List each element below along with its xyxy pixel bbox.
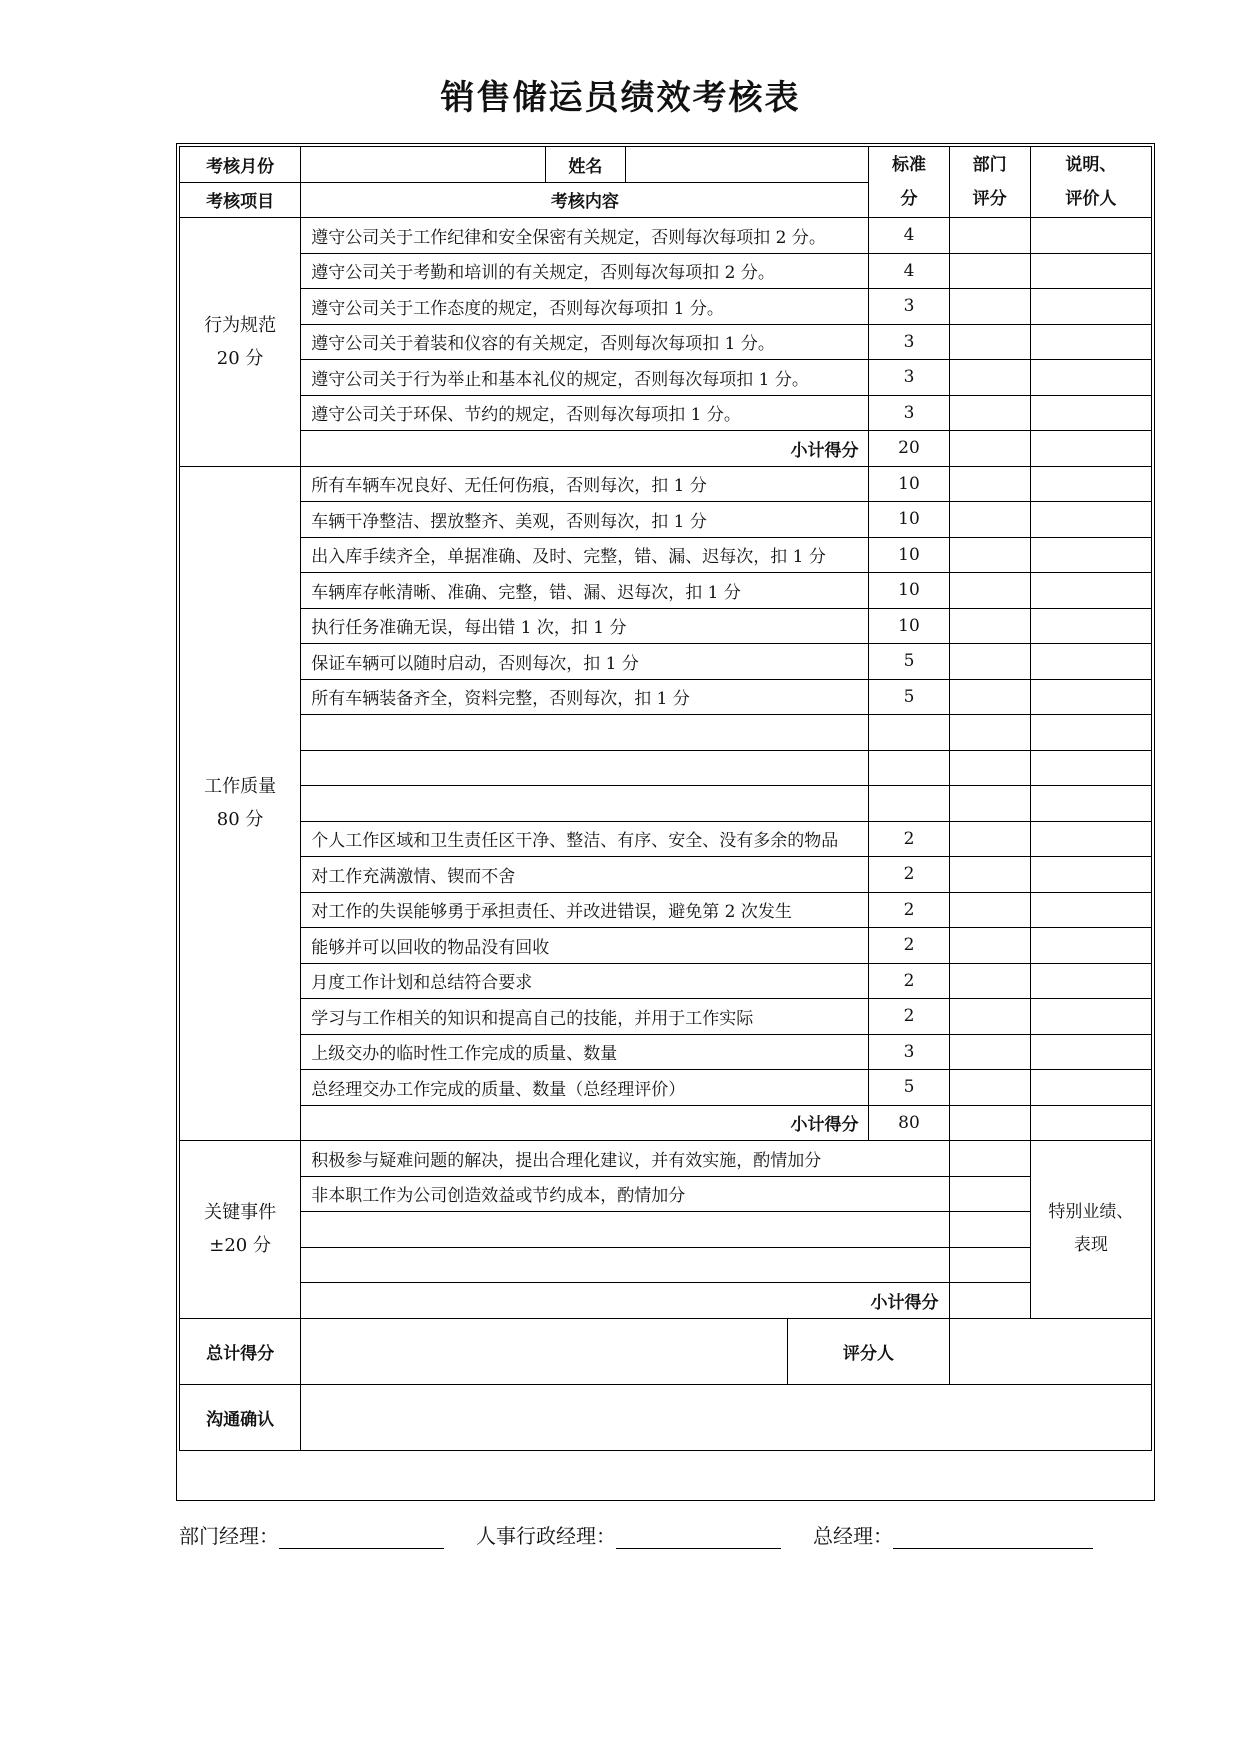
standard-score: 4 [869, 253, 949, 289]
content-label: 考核内容 [301, 182, 869, 218]
criteria-text: 车辆干净整洁、摆放整齐、美观，否则每次，扣 1 分 [301, 502, 869, 538]
standard-score: 2 [869, 999, 949, 1035]
std-score-header [869, 147, 949, 218]
key-event-text [301, 1212, 949, 1248]
behavior-category [180, 218, 301, 467]
page-title: 销售储运员绩效考核表 [440, 78, 801, 118]
note-cell[interactable] [1030, 750, 1151, 786]
appraisal-table [179, 146, 1152, 1451]
standard-score: 5 [869, 1070, 949, 1106]
dept-score-cell[interactable] [949, 644, 1030, 680]
note-cell[interactable] [1030, 644, 1151, 680]
dept-score-cell[interactable] [949, 821, 1030, 857]
key-event-score-cell[interactable] [949, 1247, 1030, 1283]
quality-category [180, 466, 301, 1141]
note-cell[interactable] [1030, 573, 1151, 609]
standard-score: 2 [869, 821, 949, 857]
note-cell[interactable] [1030, 892, 1151, 928]
key_events-category-name: 关键事件 [204, 1202, 277, 1224]
total-score-label: 总计得分 [180, 1318, 301, 1384]
key-event-score-cell[interactable] [949, 1141, 1030, 1177]
dept-score-cell[interactable] [949, 715, 1030, 751]
hr-manager-signature-line[interactable] [616, 1526, 781, 1549]
standard-score: 10 [869, 466, 949, 502]
note-cell[interactable] [1030, 395, 1151, 431]
confirm-label: 沟通确认 [180, 1384, 301, 1450]
dept-score-cell[interactable] [949, 786, 1030, 822]
note-cell[interactable] [1030, 324, 1151, 360]
criteria-text: 遵守公司关于着装和仪容的有关规定，否则每次每项扣 1 分。 [301, 324, 869, 360]
dept-score-cell[interactable] [949, 395, 1030, 431]
note-cell[interactable] [1030, 857, 1151, 893]
general-manager-label: 总经理： [813, 1524, 893, 1548]
standard-score: 3 [869, 395, 949, 431]
item-label: 考核项目 [180, 182, 301, 218]
dept-score-cell[interactable] [949, 289, 1030, 325]
criteria-text: 上级交办的临时性工作完成的质量、数量 [301, 1034, 869, 1070]
dept-score-cell[interactable] [949, 999, 1030, 1035]
criteria-text: 月度工作计划和总结符合要求 [301, 963, 869, 999]
note-cell[interactable] [1030, 821, 1151, 857]
quality-category-name: 工作质量 [204, 776, 277, 798]
note-cell[interactable] [1030, 466, 1151, 502]
hr-manager-label: 人事行政经理： [476, 1524, 616, 1548]
special-performance-note-1: 特别业绩、 [1048, 1202, 1134, 1223]
dept-score-header-2: 评分 [972, 189, 1007, 209]
note-cell[interactable] [1030, 608, 1151, 644]
dept-score-cell[interactable] [949, 466, 1030, 502]
behavior-category-name: 行为规范 [204, 314, 277, 336]
note-cell[interactable] [1030, 360, 1151, 396]
note-cell[interactable] [1030, 786, 1151, 822]
criteria-text [301, 750, 869, 786]
criteria-text: 遵守公司关于工作纪律和安全保密有关规定，否则每次每项扣 2 分。 [301, 218, 869, 254]
key-event-text: 非本职工作为公司创造效益或节约成本，酌情加分 [301, 1176, 949, 1212]
standard-score: 10 [869, 573, 949, 609]
note-cell[interactable] [1030, 928, 1151, 964]
dept-score-cell[interactable] [949, 750, 1030, 786]
standard-score: 2 [869, 963, 949, 999]
dept-score-cell[interactable] [949, 253, 1030, 289]
dept-score-cell[interactable] [949, 608, 1030, 644]
dept-score-cell[interactable] [949, 1034, 1030, 1070]
dept-score-header-1: 部门 [972, 155, 1007, 175]
dept-score-cell[interactable] [949, 573, 1030, 609]
standard-score: 10 [869, 608, 949, 644]
criteria-text: 保证车辆可以随时启动，否则每次，扣 1 分 [301, 644, 869, 680]
dept-score-cell[interactable] [949, 537, 1030, 573]
subtotal-label: 小计得分 [301, 431, 869, 467]
criteria-text: 能够并可以回收的物品没有回收 [301, 928, 869, 964]
subtotal-dept-score[interactable] [949, 431, 1030, 467]
criteria-text: 车辆库存帐清晰、准确、完整，错、漏、迟每次，扣 1 分 [301, 573, 869, 609]
key-event-score-cell[interactable] [949, 1212, 1030, 1248]
note-cell[interactable] [1030, 218, 1151, 254]
standard-score: 10 [869, 537, 949, 573]
criteria-text: 所有车辆装备齐全，资料完整，否则每次，扣 1 分 [301, 679, 869, 715]
rater-field[interactable] [949, 1318, 1151, 1384]
criteria-text: 出入库手续齐全，单据准确、及时、完整，错、漏、迟每次，扣 1 分 [301, 537, 869, 573]
behavior-category-points: 20 分 [216, 347, 264, 369]
subtotal-note[interactable] [1030, 1105, 1151, 1141]
note-cell[interactable] [1030, 963, 1151, 999]
month-field[interactable] [301, 147, 546, 183]
dept-score-cell[interactable] [949, 892, 1030, 928]
signature-footer [179, 1520, 1152, 1549]
quality-category-points: 80 分 [216, 809, 264, 831]
key-event-text: 积极参与疑难问题的解决，提出合理化建议，并有效实施，酌情加分 [301, 1141, 949, 1177]
dept-score-cell[interactable] [949, 679, 1030, 715]
standard-score: 2 [869, 857, 949, 893]
dept-manager-signature-line[interactable] [279, 1526, 444, 1549]
dept-score-cell[interactable] [949, 928, 1030, 964]
confirm-field[interactable] [301, 1384, 1152, 1450]
note-cell[interactable] [1030, 999, 1151, 1035]
subtotal-standard-score: 20 [869, 431, 949, 467]
standard-score: 3 [869, 289, 949, 325]
name-label: 姓名 [545, 147, 625, 183]
subtotal-note[interactable] [1030, 431, 1151, 467]
note-header-1: 说明、 [1065, 155, 1117, 175]
std-score-header-2: 分 [900, 189, 918, 209]
dept-score-cell[interactable] [949, 360, 1030, 396]
dept-score-cell[interactable] [949, 324, 1030, 360]
standard-score: 4 [869, 218, 949, 254]
dept-score-cell[interactable] [949, 857, 1030, 893]
key-event-subtotal-score[interactable] [949, 1283, 1030, 1319]
key_events-category-points: ±20 分 [209, 1235, 271, 1257]
criteria-text [301, 715, 869, 751]
criteria-text: 学习与工作相关的知识和提高自己的技能，并用于工作实际 [301, 999, 869, 1035]
note-cell[interactable] [1030, 502, 1151, 538]
criteria-text: 执行任务准确无误，每出错 1 次，扣 1 分 [301, 608, 869, 644]
criteria-text: 遵守公司关于工作态度的规定，否则每次每项扣 1 分。 [301, 289, 869, 325]
criteria-text: 遵守公司关于考勤和培训的有关规定，否则每次每项扣 2 分。 [301, 253, 869, 289]
special-performance-note-2: 表现 [1073, 1235, 1108, 1256]
standard-score [869, 715, 949, 751]
note-cell[interactable] [1030, 679, 1151, 715]
note-cell[interactable] [1030, 715, 1151, 751]
standard-score: 10 [869, 502, 949, 538]
standard-score: 2 [869, 892, 949, 928]
standard-score: 5 [869, 679, 949, 715]
name-field[interactable] [625, 147, 869, 183]
key-event-text [301, 1247, 949, 1283]
criteria-text: 所有车辆车况良好、无任何伤痕，否则每次，扣 1 分 [301, 466, 869, 502]
subtotal-dept-score[interactable] [949, 1105, 1030, 1141]
general-manager-signature-line[interactable] [893, 1526, 1093, 1549]
key-event-score-cell[interactable] [949, 1176, 1030, 1212]
dept-score-cell[interactable] [949, 1070, 1030, 1106]
criteria-text: 个人工作区域和卫生责任区干净、整洁、有序、安全、没有多余的物品 [301, 821, 869, 857]
dept-score-cell[interactable] [949, 218, 1030, 254]
standard-score: 2 [869, 928, 949, 964]
subtotal-label: 小计得分 [301, 1283, 949, 1319]
std-score-header-1: 标准 [892, 155, 926, 175]
dept-manager-label: 部门经理： [179, 1524, 279, 1548]
standard-score: 3 [869, 324, 949, 360]
rater-label: 评分人 [788, 1318, 949, 1384]
criteria-text: 对工作充满激情、锲而不舍 [301, 857, 869, 893]
criteria-text: 对工作的失误能够勇于承担责任、并改进错误，避免第 2 次发生 [301, 892, 869, 928]
criteria-text: 总经理交办工作完成的质量、数量（总经理评价） [301, 1070, 869, 1106]
total-score-field[interactable] [301, 1318, 788, 1384]
dept-score-cell[interactable] [949, 502, 1030, 538]
note-cell[interactable] [1030, 253, 1151, 289]
dept-score-header [949, 147, 1030, 218]
standard-score [869, 750, 949, 786]
note-header-2: 评价人 [1065, 189, 1117, 209]
note-cell[interactable] [1030, 1070, 1151, 1106]
criteria-text: 遵守公司关于环保、节约的规定，否则每次每项扣 1 分。 [301, 395, 869, 431]
subtotal-label: 小计得分 [301, 1105, 869, 1141]
month-label: 考核月份 [180, 147, 301, 183]
note-cell[interactable] [1030, 537, 1151, 573]
standard-score: 3 [869, 1034, 949, 1070]
special-performance-note [1030, 1141, 1151, 1319]
note-cell[interactable] [1030, 1034, 1151, 1070]
dept-score-cell[interactable] [949, 963, 1030, 999]
note-cell[interactable] [1030, 289, 1151, 325]
standard-score [869, 786, 949, 822]
standard-score: 3 [869, 360, 949, 396]
criteria-text: 遵守公司关于行为举止和基本礼仪的规定，否则每次每项扣 1 分。 [301, 360, 869, 396]
subtotal-standard-score: 80 [869, 1105, 949, 1141]
criteria-text [301, 786, 869, 822]
key_events-category [180, 1141, 301, 1319]
note-header [1030, 147, 1151, 218]
standard-score: 5 [869, 644, 949, 680]
